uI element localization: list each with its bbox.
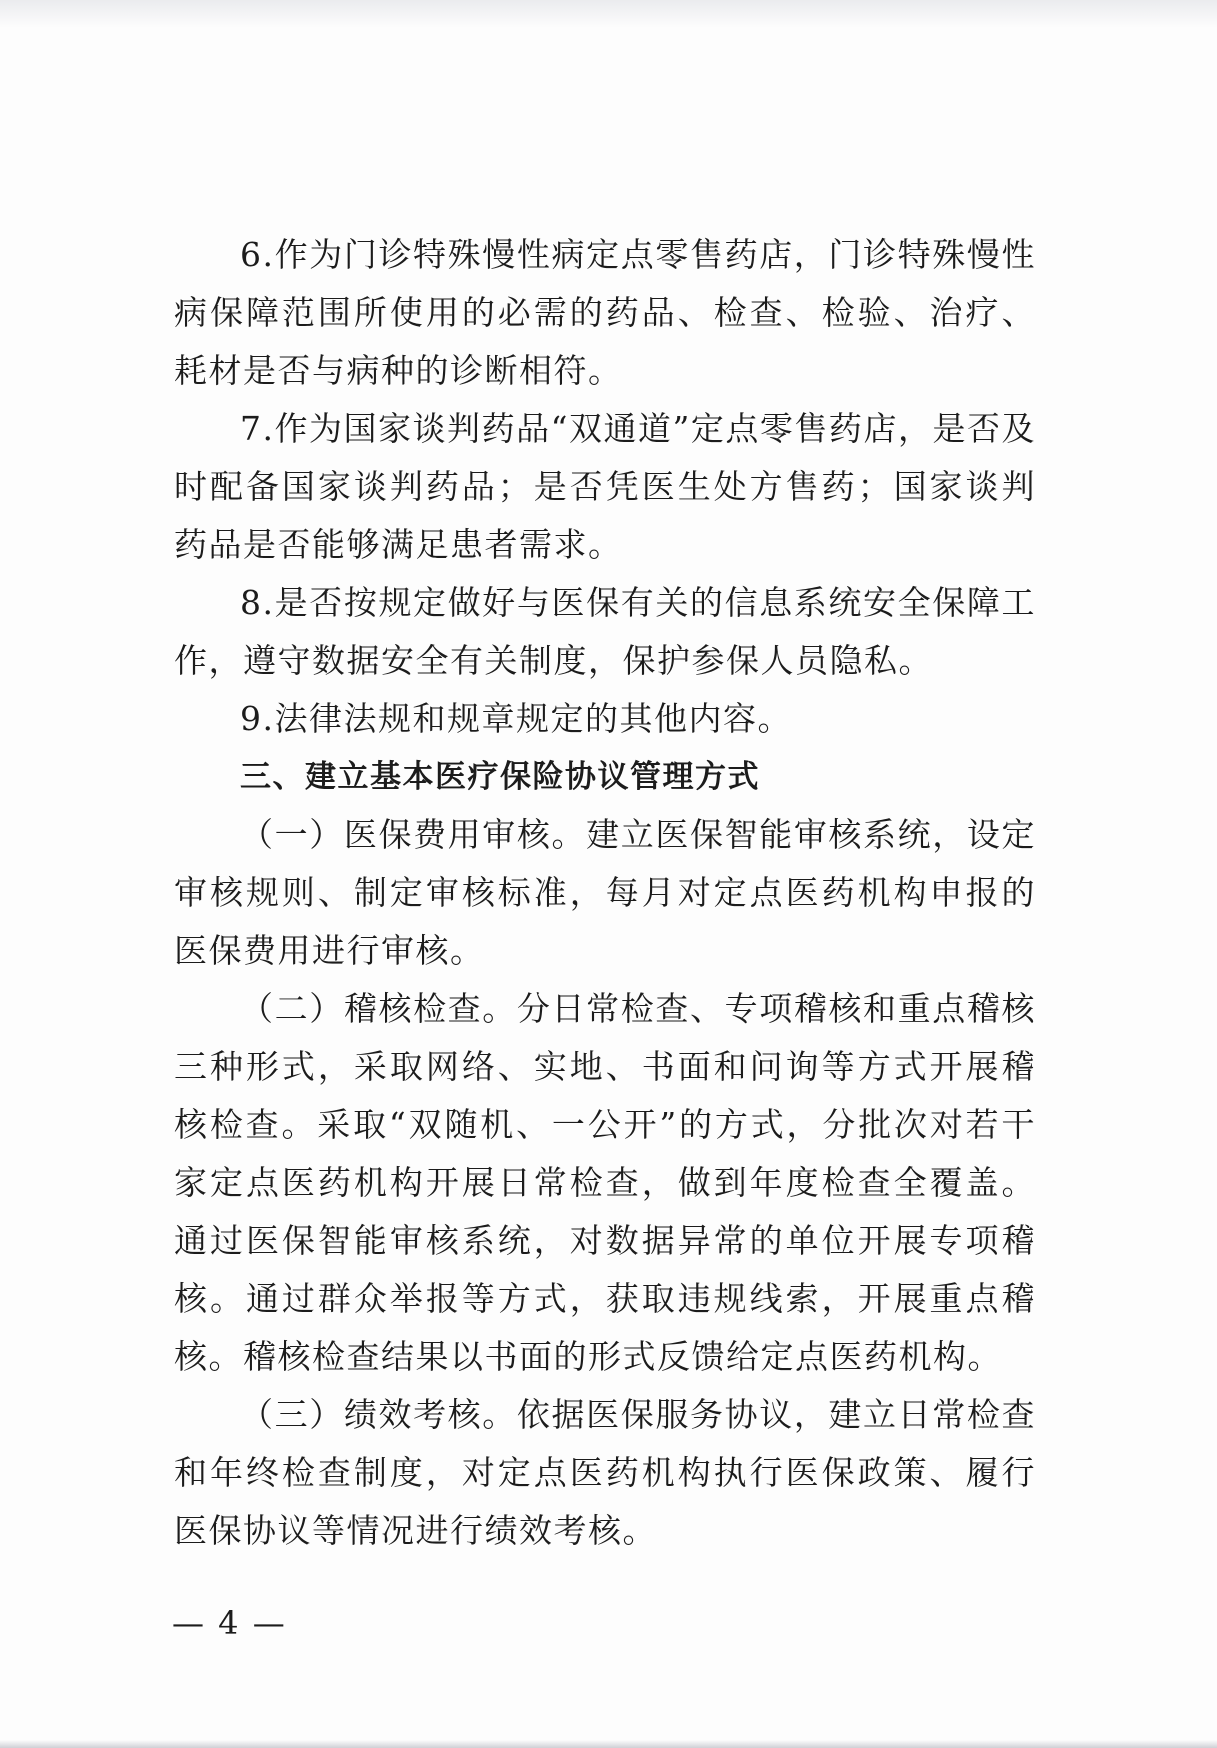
paragraph-audit-inspection: （二）稽核检查。分日常检查、专项稽核和重点稽核三种形式，采取网络、实地、书面和问询等方式开展稽核检查。采取“双随机、一公开”的方式，分批次对若干家定点医药机构开展日常检查，做到年度检查全覆盖。通过医保智能审核系统，对数据异常的单位开展专项稽核。通过群众举报等方式，获取违规线索，开展重点稽核。稽核检查结果以书面的形式反馈给定点医药机构。 bbox=[174, 989, 1036, 1376]
paragraph-item-6: 6.作为门诊特殊慢性病定点零售药店，门诊特殊慢性病保障范围所使用的必需的药品、检查、检验、治疗、耗材是否与病种的诊断相符。 bbox=[174, 235, 1036, 390]
scan-edge-bottom bbox=[0, 1740, 1217, 1748]
document-body bbox=[174, 226, 1036, 1560]
paragraph-performance-assessment: （三）绩效考核。依据医保服务协议，建立日常检查和年终检查制度，对定点医药机构执行医保政策、履行医保协议等情况进行绩效考核。 bbox=[174, 1395, 1036, 1550]
paragraph-item-7: 7.作为国家谈判药品“双通道”定点零售药店，是否及时配备国家谈判药品；是否凭医生处方售药；国家谈判药品是否能够满足患者需求。 bbox=[174, 409, 1036, 564]
paragraph-fee-review: （一）医保费用审核。建立医保智能审核系统，设定审核规则、制定审核标准，每月对定点医药机构申报的医保费用进行审核。 bbox=[174, 815, 1036, 970]
section-heading: 三、建立基本医疗保险协议管理方式 bbox=[240, 759, 760, 795]
paragraph-item-8: 8.是否按规定做好与医保有关的信息系统安全保障工作，遵守数据安全有关制度，保护参保人员隐私。 bbox=[174, 583, 1036, 680]
scan-edge-top bbox=[0, 0, 1217, 28]
page-number: — 4 — bbox=[172, 1604, 287, 1642]
paragraph-item-9: 9.法律法规和规章规定的其他内容。 bbox=[240, 699, 792, 738]
